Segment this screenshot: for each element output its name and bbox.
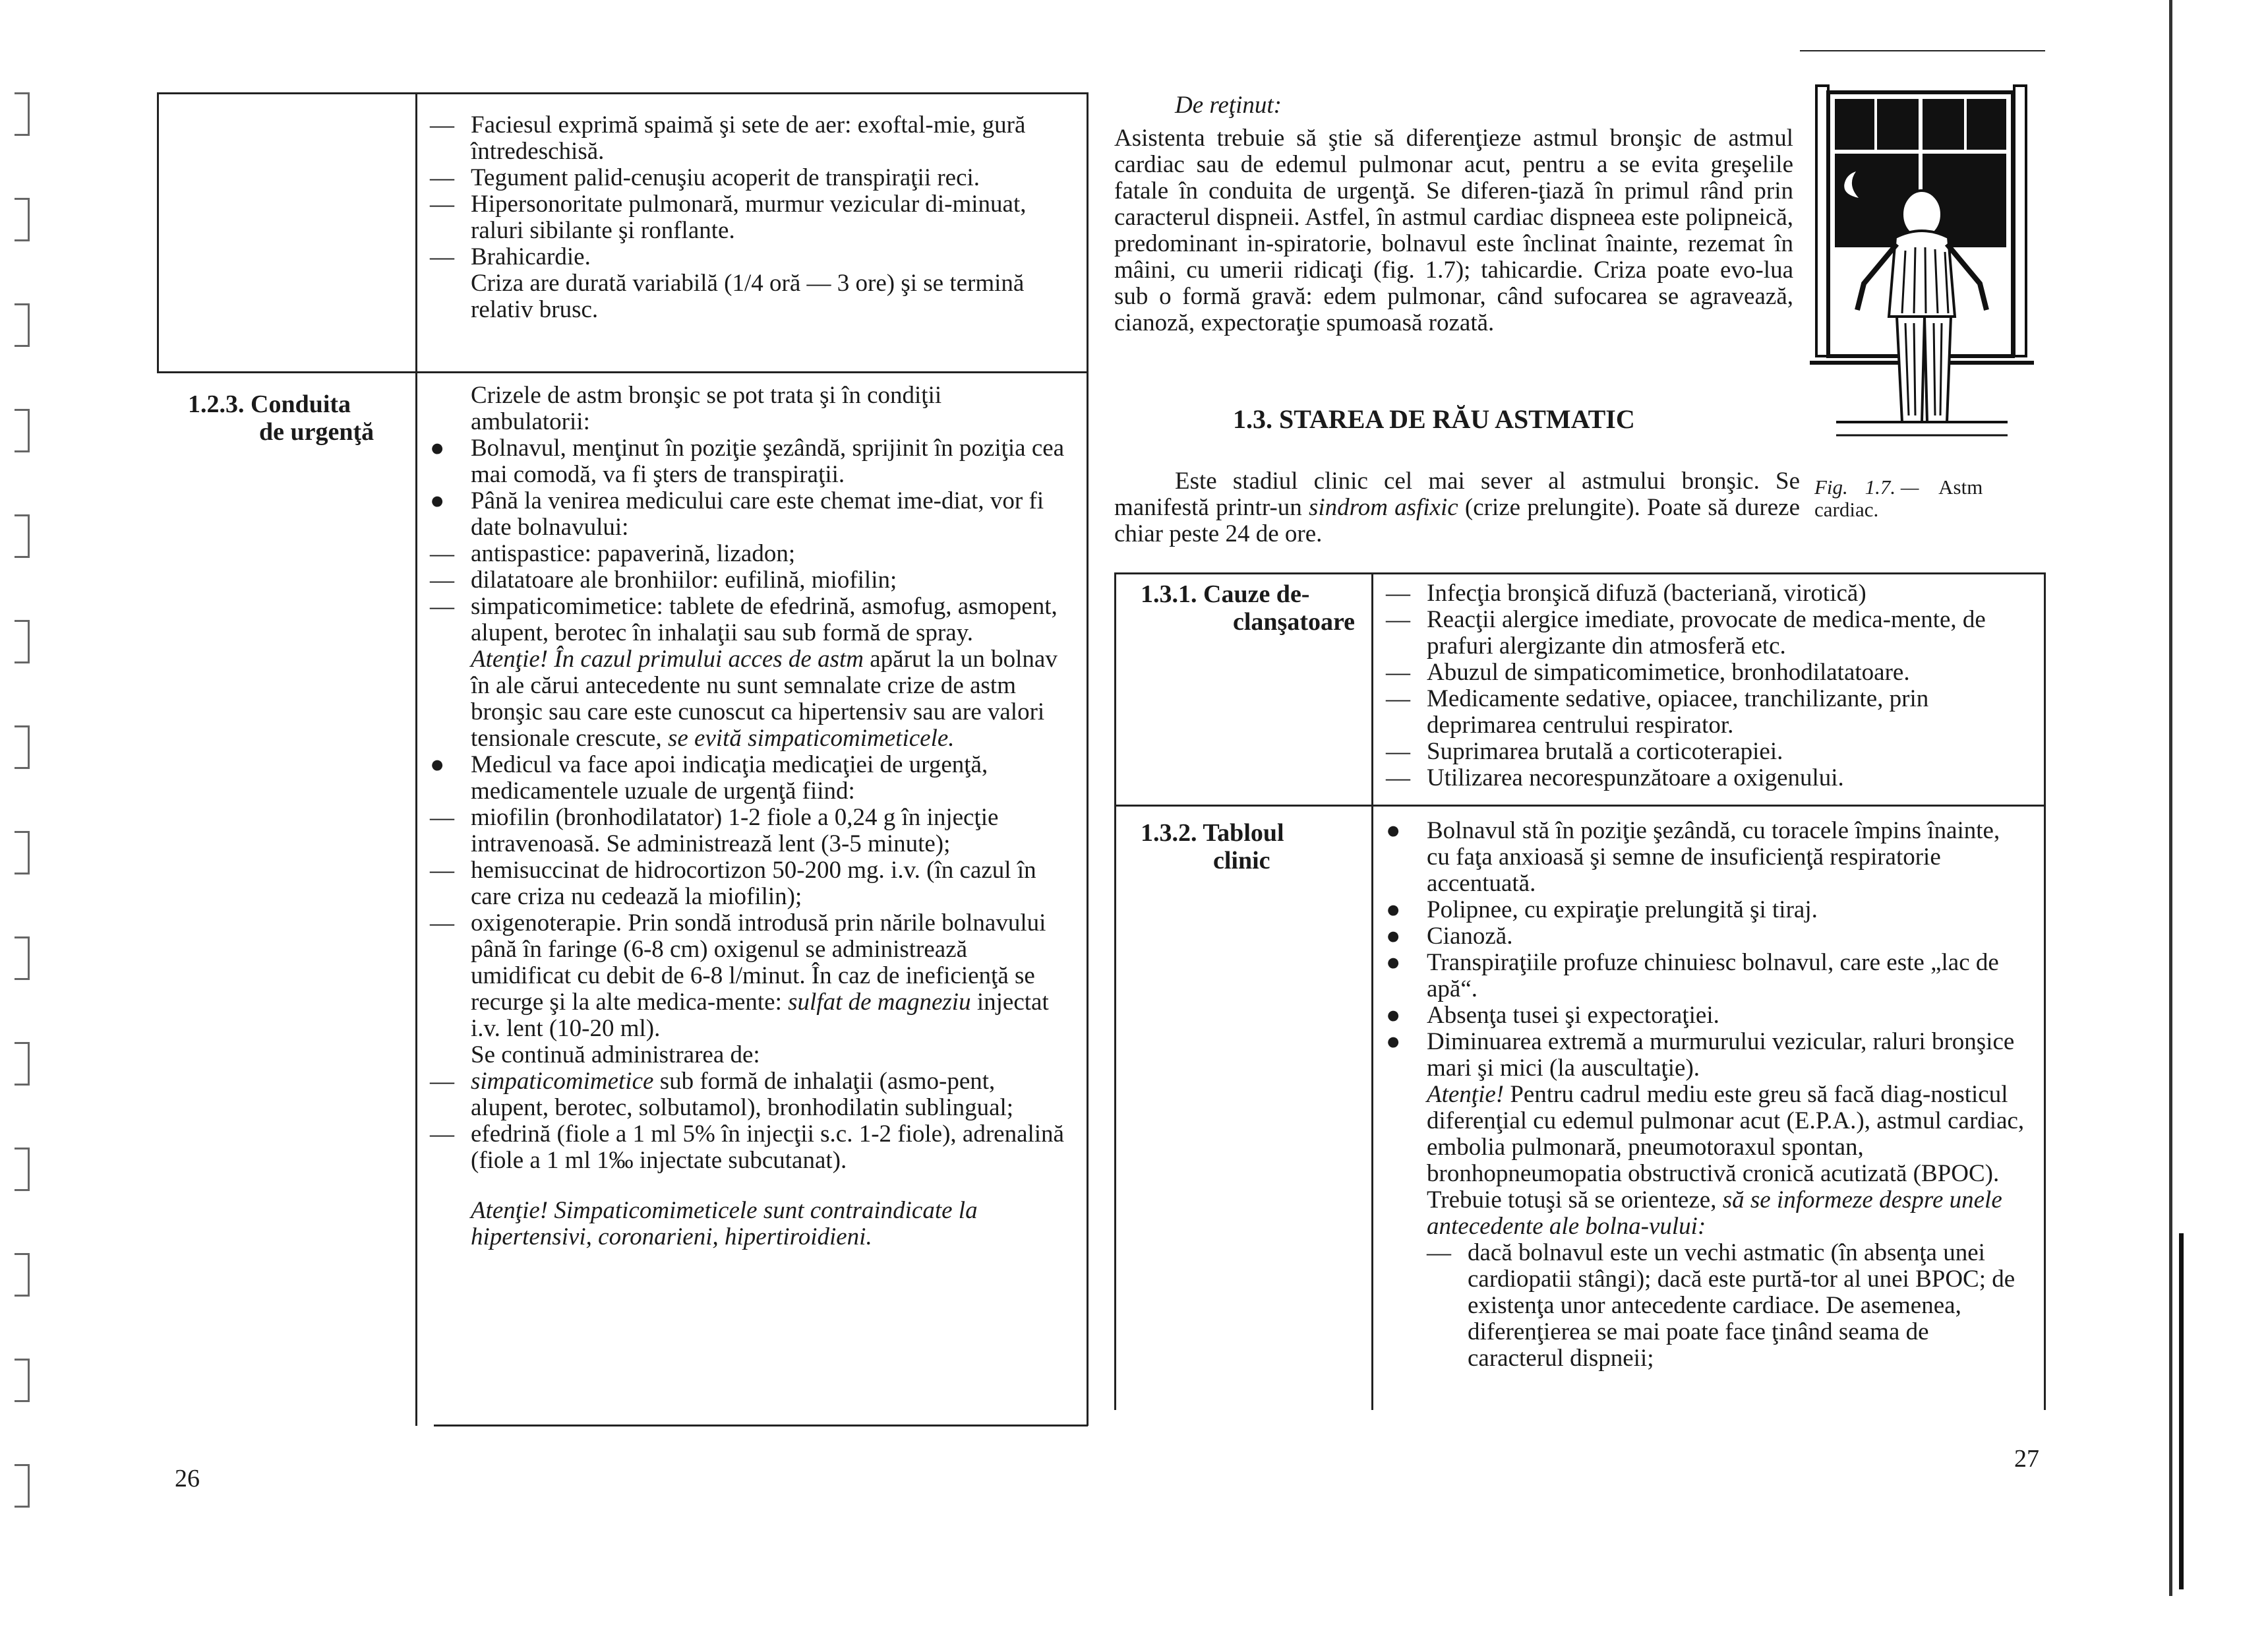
right-table-column-divider xyxy=(1371,572,1373,1410)
intro-paragraph: Crizele de astm bronşic se pot trata şi în condiţii ambulatorii: xyxy=(471,382,942,435)
figure-caption: Fig. 1.7. — Astm cardiac. xyxy=(1814,475,1983,521)
table-bottom-border xyxy=(434,1425,1088,1426)
list-item: — Reacţii alergice imediate, provocate de medica-mente, de prafuri alergizante din atmosferă etc. xyxy=(1386,606,1986,659)
table-row-divider xyxy=(157,371,1088,373)
list-item: — Abuzul de simpaticomimetice, bronhodilatatoare. xyxy=(1386,659,1910,686)
list-item: ● Bolnavul stă în poziţie şezândă, cu toracele împins înainte, cu faţa anxioasă şi semne de insuficienţă respiratorie accentuată. xyxy=(1386,817,2000,897)
top-rule xyxy=(1800,50,2045,51)
list-item: — Faciesul exprimă spaimă şi sete de aer: exoftal-mie, gură întredeschisă. xyxy=(430,111,1026,165)
list-item: — dacă bolnavul este un vechi astmatic (în absenţa unei cardiopatii stângi); dacă este purtă-tor al unei BPOC; de existenţa unor antecedente cardiace. De asemenea, diferenţierea se mai poate face ţinând seama de caracterul dispneii; xyxy=(1427,1239,2015,1372)
section-heading-1-3-1: 1.3.1. Cauze de- clanşatoare xyxy=(1141,580,1356,636)
symptom-list xyxy=(430,112,1066,323)
list-item: — Infecţia bronşică difuză (bacteriană, virotică) xyxy=(1386,580,1866,607)
list-item: — Medicamente sedative, opiacee, tranchilizante, prin deprimarea centrului respirator. xyxy=(1386,685,1929,739)
list-item: ● Cianoză. xyxy=(1386,923,1513,950)
triggers-list xyxy=(1386,580,2029,791)
emergency-conduct-text xyxy=(430,383,1066,1250)
right-table-row-divider xyxy=(1114,805,2045,807)
list-item: ● Absenţa tusei şi expectoraţiei. xyxy=(1386,1002,1719,1029)
table-top-border xyxy=(157,92,1088,94)
attention-contraindication: Atenţie! Simpaticomimeticele sunt contraindicate la hipertensivi, coronarieni, hipertiroidieni. xyxy=(471,1197,978,1250)
attention-note: Atenţie! În cazul primului acces de astm apărut la un bolnav în ale cărui antecedente nu sunt semnalate crize de astm bronşic sau care este cunoscut ca hipertensiv sau are valori tensionale crescute, se evită simpaticomimeticele. xyxy=(471,646,1058,752)
note-paragraph: Asistenta trebuie să ştie să diferenţieze astmul bronşic de astmul cardiac sau de edemul pulmonar acut, pentru a se evita greşelile fatale în conduita de urgenţă. Se diferen-ţiază în primul rând prin caracterul dispneii. Astfel, în astmul cardiac dispneea este polipneică, predominant in-spiratorie, bolnavul este înclinat înainte, rezemat în mâini, cu umerii ridicaţi (fig. 1.7); tahicardie. Criza poate evo-lua sub o formă gravă: edem pulmonar, când sufocarea se agravează, cianoză, expectoraţie spumoasă rozată. xyxy=(1114,125,1793,336)
list-item: ● Bolnavul, menţinut în poziţie şezândă, sprijinit în poziţia cea mai comodă, va fi şters de transpiraţii. xyxy=(430,435,1065,488)
list-item: ● Transpiraţiile profuze chinuiesc bolnavul, care este „lac de apă“. xyxy=(1386,949,1999,1002)
list-item: — antispastice: papaverină, lizadon; xyxy=(430,540,796,567)
section-paragraph: Este stadiul clinic cel mai sever al astmului bronşic. Se manifestă printr-un sindrom asfixic (crize prelungite). Poate să dureze chiar peste 24 de ore. xyxy=(1114,468,1800,547)
section-heading-1-3-2: 1.3.2. Tabloul clinic xyxy=(1141,819,1284,874)
right-table-top-border xyxy=(1114,572,2045,574)
attention-note: Atenţie! Pentru cadrul mediu este greu să facă diag-nosticul diferenţial cu edemul pulmonar acut (E.P.A.), astmul cardiac, embolia pulmonară, pneumotoraxul spontan, bronhopneumopatia obstructivă cronică acutizată (BPOC). Trebuie totuşi să se orienteze, să se informeze despre unele antecedente ale bolna-vului: xyxy=(1427,1081,2025,1240)
table-right-border xyxy=(1087,92,1089,1426)
right-table-left-border xyxy=(1114,572,1116,1410)
list-item: ● Medicul va face apoi indicaţia medicaţiei de urgenţă, medicamentele uzuale de urgenţă fiind: xyxy=(430,751,988,805)
continue-line: Se continuă administrarea de: xyxy=(471,1041,760,1068)
cardiac-asthma-illustration xyxy=(1810,79,2034,448)
note-title: De reţinut: xyxy=(1175,92,1282,119)
clinical-picture-text xyxy=(1386,818,2029,1372)
list-item: — Brahicardie. xyxy=(430,243,591,270)
crisis-duration-text: Criza are durată variabilă (1/4 oră — 3 ore) şi se termină relativ brusc. xyxy=(471,270,1025,323)
list-item: — hemisuccinat de hidrocortizon 50-200 mg. i.v. (în cazul în care criza nu cedează la miofilin); xyxy=(430,857,1036,910)
list-item: ● Până la venirea medicului care este chemat ime-diat, vor fi date bolnavului: xyxy=(430,487,1044,541)
page-number-right: 27 xyxy=(2014,1445,2039,1473)
right-table-right-border xyxy=(2044,572,2046,1410)
list-item: — miofilin (bronhodilatator) 1-2 fiole a 0,24 g în injecţie intravenoasă. Se administrează lent (3-5 minute); xyxy=(430,804,999,857)
list-item: — simpaticomimetice: tablete de efedrină, asmofug, asmopent, alupent, berotec în inhalaţii sau sub formă de spray. xyxy=(430,593,1058,646)
list-item: ● Polipnee, cu expiraţie prelungită şi tiraj. xyxy=(1386,896,1818,923)
table-left-border xyxy=(157,92,159,373)
scan-edge-line xyxy=(2169,0,2172,1596)
list-item: — Utilizarea necorespunzătoare a oxigenului. xyxy=(1386,764,1844,791)
list-item: — oxigenoterapie. Prin sondă introdusă prin nările bolnavului până în faringe (6-8 cm) oxigenul se administrează umidificat cu debit de 6-8 l/minut. În caz de ineficienţă se recurge şi la alte medica-mente: sulfat de magneziu injectat i.v. lent (10-20 ml). xyxy=(430,909,1049,1042)
list-item: ● Diminuarea extremă a murmurului vezicular, raluri bronşice mari şi mici (la auscultaţie). xyxy=(1386,1028,2015,1082)
list-item: — dilatatoare ale bronhiilor: eufilină, miofilin; xyxy=(430,567,897,594)
list-item: — Suprimarea brutală a corticoterapiei. xyxy=(1386,738,1783,765)
list-item: — Tegument palid-cenuşiu acoperit de transpiraţii reci. xyxy=(430,164,980,191)
section-heading-1-2-3: 1.2.3. Conduita de urgenţă xyxy=(188,390,374,446)
scan-edge-line-lower xyxy=(2179,1233,2184,1589)
list-item: — Hipersonoritate pulmonară, murmur vezicular di-minuat, raluri sibilante şi ronflante. xyxy=(430,191,1027,244)
list-item: — simpaticomimetice sub formă de inhalaţii (asmo-pent, alupent, berotec, solbutamol), bronhodilatin sublingual; xyxy=(430,1068,1014,1121)
section-title-1-3: 1.3. STAREA DE RĂU ASTMATIC xyxy=(1233,404,1635,434)
list-item: — efedrină (fiole a 1 ml 5% în injecţii s.c. 1-2 fiole), adrenalină (fiole a 1 ml 1‰ injectate subcutanat). xyxy=(430,1120,1064,1174)
page-number-left: 26 xyxy=(175,1465,200,1492)
table-column-divider xyxy=(415,92,417,1426)
